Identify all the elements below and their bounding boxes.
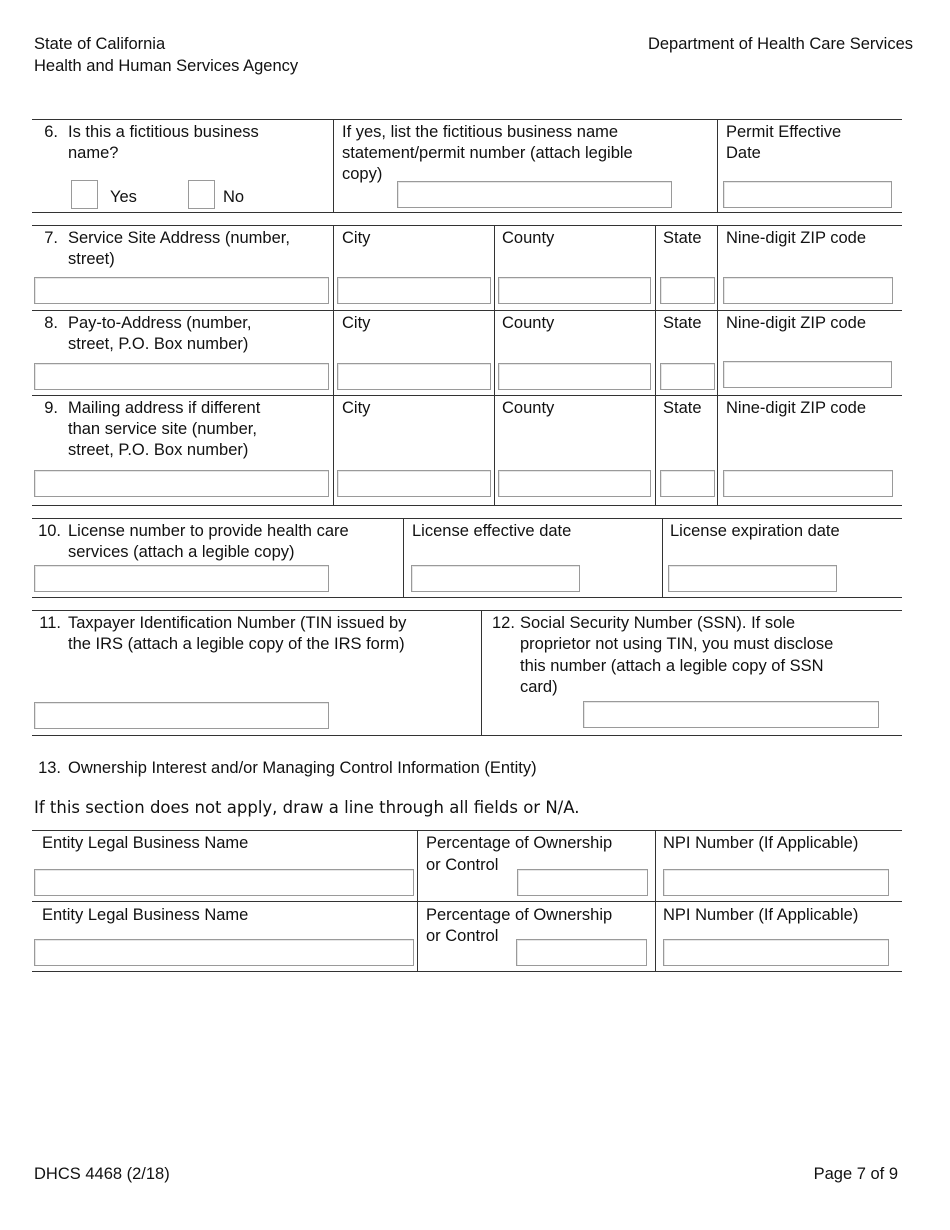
q11-bottom-rule [32,735,902,736]
q7-zip-input[interactable] [723,277,893,304]
q6-no-checkbox[interactable] [188,180,215,209]
q10-divider-1 [403,518,404,598]
entity1-pct-input[interactable] [517,869,648,896]
footer-form-id: DHCS 4468 (2/18) [34,1165,170,1183]
q11-number: 11. [39,614,61,632]
q11-label-line1: Taxpayer Identification Number (TIN issued by [68,614,407,632]
q13-number: 13. [38,759,61,777]
q9-address-input[interactable] [34,470,329,497]
address-top-rule [32,225,902,226]
address-divider-4 [717,225,718,506]
q6-number: 6. [44,123,58,141]
q11-divider [481,610,482,736]
q8-zip-label: Nine-digit ZIP code [726,314,867,332]
q6-yes-label: Yes [110,188,137,206]
q6-question-line1: Is this a fictitious business [68,123,259,141]
entity1-pct-label-line2: or Control [426,856,499,874]
q9-zip-label: Nine-digit ZIP code [726,399,867,417]
entity2-pct-label-line2: or Control [426,927,499,945]
q9-label-line1: Mailing address if different [68,399,261,417]
q7-address-input[interactable] [34,277,329,304]
q13-bottom-rule [32,971,902,972]
q8-state-label: State [663,314,702,332]
q6-bottom-rule [32,212,902,213]
address-row-rule-2 [32,395,902,396]
q9-city-input[interactable] [337,470,491,497]
q7-county-label: County [502,229,555,247]
q13-divider-1 [417,830,418,972]
entity1-name-input[interactable] [34,869,414,896]
q6-permit-date-input[interactable] [723,181,892,208]
q8-address-input[interactable] [34,363,329,390]
q7-state-input[interactable] [660,277,715,304]
q10-effective-label: License effective date [412,522,572,540]
q10-bottom-rule [32,597,902,598]
q8-label-line2: street, P.O. Box number) [68,335,249,353]
q10-number: 10. [38,522,61,540]
q9-number: 9. [44,399,58,417]
q6-if-yes-line2: statement/permit number (attach legible [342,144,633,162]
address-divider-2 [494,225,495,506]
q9-zip-input[interactable] [723,470,893,497]
q13-divider-2 [655,830,656,972]
q6-question-line2: name? [68,144,119,162]
q10-top-rule [32,518,902,519]
entity1-npi-label: NPI Number (If Applicable) [663,834,859,852]
q7-state-label: State [663,229,702,247]
q13-row-rule [32,901,902,902]
address-bottom-rule [32,505,902,506]
q11-label-line2: the IRS (attach a legible copy of the IRS form) [68,635,405,653]
entity1-npi-input[interactable] [663,869,889,896]
q10-effective-date-input[interactable] [411,565,580,592]
q9-city-label: City [342,399,371,417]
header-state: State of California [34,35,166,53]
q6-if-yes-line3: copy) [342,165,383,183]
q12-label-line4: card) [520,678,558,696]
q9-county-label: County [502,399,555,417]
q7-county-input[interactable] [498,277,651,304]
address-divider-1 [333,225,334,506]
q12-ssn-input[interactable] [583,701,879,728]
q7-city-label: City [342,229,371,247]
q12-number: 12. [492,614,515,632]
q13-title: Ownership Interest and/or Managing Control Information (Entity) [68,759,537,777]
header-department: Department of Health Care Services [647,35,913,53]
q7-label-line1: Service Site Address (number, [68,229,290,247]
q6-yes-checkbox[interactable] [71,180,98,209]
q12-label-line1: Social Security Number (SSN). If sole [520,614,796,632]
q10-license-number-input[interactable] [34,565,329,592]
q10-label-line1: License number to provide health care [68,522,349,540]
entity2-npi-input[interactable] [663,939,889,966]
q8-city-input[interactable] [337,363,491,390]
q6-divider-1 [333,119,334,213]
q8-county-label: County [502,314,555,332]
header-agency: Health and Human Services Agency [34,57,299,75]
q6-top-rule [32,119,902,120]
address-divider-3 [655,225,656,506]
q10-divider-2 [662,518,663,598]
entity2-pct-input[interactable] [516,939,647,966]
q12-label-line3: this number (attach a legible copy of SSN [520,657,824,675]
q8-state-input[interactable] [660,363,715,390]
q8-number: 8. [44,314,58,332]
q10-expiration-date-input[interactable] [668,565,837,592]
q9-label-line3: street, P.O. Box number) [68,441,249,459]
q7-label-line2: street) [68,250,115,268]
q7-zip-label: Nine-digit ZIP code [726,229,867,247]
q13-top-rule [32,830,902,831]
entity2-pct-label-line1: Percentage of Ownership [426,906,613,924]
entity2-name-label: Entity Legal Business Name [42,906,249,924]
q6-divider-2 [717,119,718,213]
entity2-name-input[interactable] [34,939,414,966]
q8-city-label: City [342,314,371,332]
q13-instruction: If this section does not apply, draw a line through all fields or N/A. [34,798,580,817]
q8-zip-input[interactable] [723,361,892,388]
q6-permit-date-line1: Permit Effective [726,123,842,141]
q12-label-line2: proprietor not using TIN, you must disclose [520,635,834,653]
q9-county-input[interactable] [498,470,651,497]
entity1-pct-label-line1: Percentage of Ownership [426,834,613,852]
q9-state-label: State [663,399,702,417]
q8-label-line1: Pay-to-Address (number, [68,314,252,332]
q6-no-label: No [223,188,245,206]
q6-if-yes-line1: If yes, list the fictitious business name [342,123,619,141]
q9-label-line2: than service site (number, [68,420,257,438]
footer-page-number: Page 7 of 9 [813,1165,898,1183]
q11-top-rule [32,610,902,611]
entity2-npi-label: NPI Number (If Applicable) [663,906,859,924]
q8-county-input[interactable] [498,363,651,390]
q6-permit-number-input[interactable] [397,181,672,208]
q10-label-line2: services (attach a legible copy) [68,543,295,561]
q11-tin-input[interactable] [34,702,329,729]
q6-permit-date-line2: Date [726,144,761,162]
q9-state-input[interactable] [660,470,715,497]
entity1-name-label: Entity Legal Business Name [42,834,249,852]
q7-city-input[interactable] [337,277,491,304]
q10-expiration-label: License expiration date [670,522,840,540]
address-row-rule-1 [32,310,902,311]
q7-number: 7. [44,229,58,247]
